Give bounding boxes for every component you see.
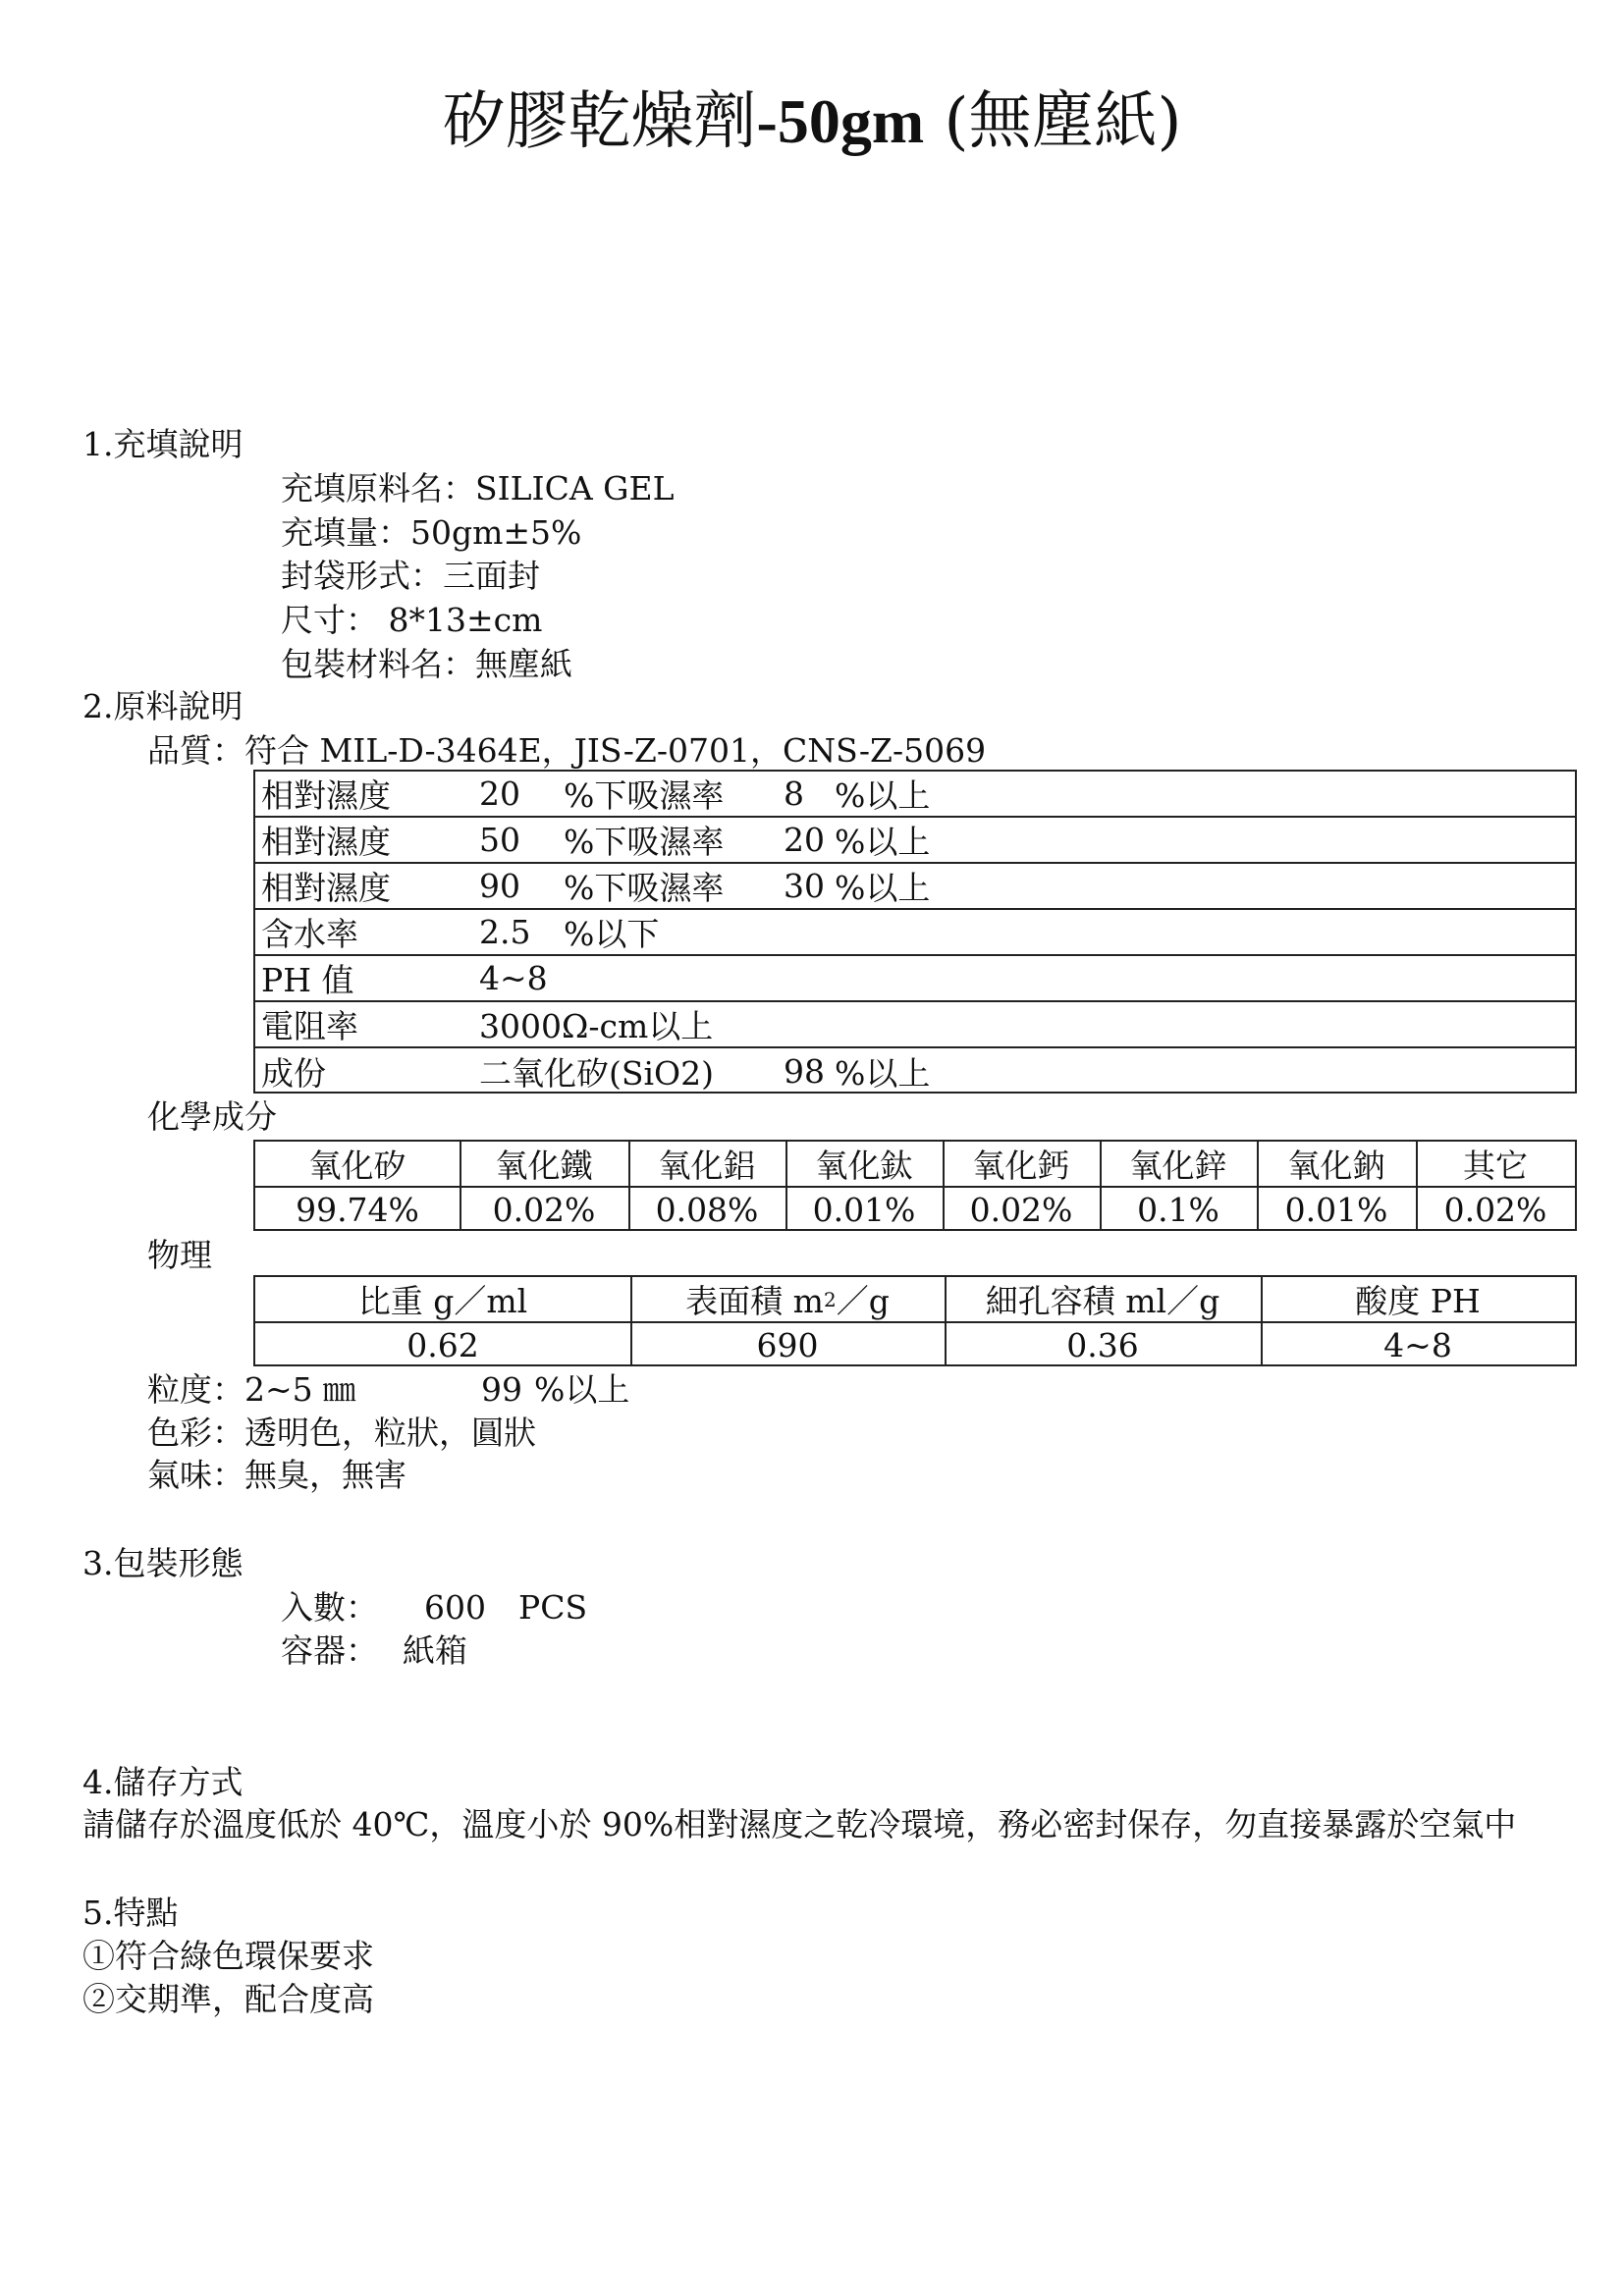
phys-value: 0.36 [1066, 1325, 1139, 1364]
spec-value-4: %以上 [835, 776, 931, 815]
spec-label: 成份 [261, 1053, 326, 1093]
section-2-heading: 2.原料說明 [82, 687, 244, 725]
spec-row [255, 954, 1575, 1000]
odor-line: 氣味：無臭，無害 [147, 1456, 406, 1494]
spec-value-3: 20 [784, 821, 825, 859]
phys-value-row [255, 1321, 1575, 1366]
chem-value: 0.01% [1284, 1190, 1388, 1229]
granularity-line: 粒度：2~5 ㎜ [147, 1370, 356, 1409]
phys-header: 表面積 m 2 ／g [630, 1277, 945, 1321]
spec-row [255, 1046, 1575, 1094]
page-title [0, 85, 1624, 158]
chem-value: 0.02% [492, 1190, 596, 1229]
chem-value: 0.01% [812, 1190, 916, 1229]
title-cn: 矽膠乾燥劑 [442, 85, 757, 158]
spec-value-3: 30 [784, 867, 825, 905]
title-en: -50gm [756, 86, 925, 156]
phys-header-row [255, 1277, 1575, 1321]
spec-label: 相對濕度 [261, 823, 391, 861]
section-5-heading: 5.特點 [82, 1894, 179, 1932]
phys-header-tail: ／g [836, 1282, 890, 1320]
spec-value-4: %以上 [835, 823, 931, 861]
chem-header: 氧化矽 [308, 1147, 406, 1185]
spec-row [255, 1000, 1575, 1046]
phys-label: 物理 [147, 1236, 212, 1274]
spec-row [255, 772, 1575, 816]
chem-value: 0.02% [969, 1190, 1073, 1229]
fill-material-line: 充填原料名：SILICA GEL [281, 469, 675, 507]
spec-row [255, 908, 1575, 954]
spec-value-2: %下吸濕率 [564, 823, 725, 861]
spec-value-1: 3000Ω-cm以上 [479, 1007, 714, 1045]
chem-header: 其它 [1463, 1147, 1528, 1185]
section-1-heading: 1.充填說明 [82, 425, 244, 463]
chem-value: 0.08% [655, 1190, 759, 1229]
phys-header: 細孔容積 ml／g [985, 1282, 1220, 1320]
chem-header: 氧化鐵 [495, 1147, 593, 1185]
storage-text: 請儲存於溫度低於 40℃，溫度小於 90%相對濕度之乾冷環境，務必密封保存，勿直接暴露於空氣中 [82, 1805, 1517, 1843]
phys-header: 比重 g／ml [357, 1282, 528, 1320]
color-line: 色彩：透明色，粒狀，圓狀 [147, 1414, 536, 1452]
feature-item: ①符合綠色環保要求 [82, 1937, 374, 1975]
spec-value-3: 98 [784, 1051, 825, 1091]
quality-line: 品質：符合 MIL-D-3464E，JIS-Z-0701，CNS-Z-5069 [147, 731, 987, 770]
chem-header: 氧化鈣 [972, 1147, 1070, 1185]
spec-value-2: %以下 [564, 915, 660, 953]
container-value: 紙箱 [403, 1631, 467, 1670]
phys-value: 4~8 [1383, 1325, 1452, 1364]
feature-item: ②交期準，配合度高 [82, 1980, 374, 2018]
size-line: 尺寸： 8*13±cm [281, 601, 543, 639]
spec-value-1: 90 [479, 867, 520, 905]
spec-value-1: 50 [479, 821, 520, 859]
fill-amount-line: 充填量：50gm±5% [281, 513, 582, 552]
seal-type-line: 封袋形式：三面封 [281, 557, 540, 595]
spec-value-2: %下吸濕率 [564, 776, 725, 815]
section-4-heading: 4.儲存方式 [82, 1763, 244, 1801]
spec-label: 電阻率 [261, 1007, 358, 1045]
section-3-heading: 3.包裝形態 [82, 1544, 244, 1582]
chem-value: 99.74% [296, 1190, 419, 1229]
chem-value: 0.02% [1443, 1190, 1547, 1229]
chem-header: 氧化鋁 [658, 1147, 756, 1185]
phys-value: 0.62 [406, 1325, 479, 1364]
spec-value-1: 2.5 [479, 913, 531, 951]
chem-value: 0.1% [1137, 1190, 1219, 1229]
chem-table [253, 1140, 1577, 1231]
chem-label: 化學成分 [147, 1097, 277, 1136]
spec-value-1: 20 [479, 774, 520, 813]
title-suffix: (無塵紙) [924, 85, 1182, 158]
packing-material-line: 包裝材料名：無塵紙 [281, 645, 572, 683]
spec-row [255, 816, 1575, 862]
spec-label: 相對濕度 [261, 869, 391, 907]
spec-value-1: 二氧化矽(SiO2) [479, 1053, 714, 1093]
chem-header-row [255, 1142, 1575, 1186]
qty-label: 入數： [281, 1588, 378, 1627]
spec-table [253, 770, 1577, 1094]
chem-header: 氧化鋅 [1129, 1147, 1227, 1185]
spec-label: PH 值 [261, 961, 354, 999]
granularity-percent: 99 [481, 1370, 522, 1409]
spec-value-3: 8 [784, 774, 804, 813]
chem-header: 氧化鈦 [815, 1147, 913, 1185]
chem-value-row [255, 1186, 1575, 1231]
phys-table [253, 1275, 1577, 1366]
phys-header-text: 表面積 m [685, 1282, 824, 1320]
qty-value: 600 [424, 1588, 486, 1627]
spec-label: 含水率 [261, 915, 358, 953]
phys-header: 酸度 PH [1355, 1282, 1481, 1320]
spec-value-1: 4~8 [479, 959, 548, 997]
spec-value-4: %以上 [835, 869, 931, 907]
chem-header: 氧化鈉 [1287, 1147, 1385, 1185]
qty-unit: PCS [518, 1588, 588, 1627]
phys-value: 690 [756, 1325, 819, 1364]
spec-value-2: %下吸濕率 [564, 869, 725, 907]
spec-label: 相對濕度 [261, 776, 391, 815]
granularity-unit: %以上 [534, 1370, 630, 1409]
container-label: 容器： [281, 1631, 378, 1670]
spec-row [255, 862, 1575, 908]
spec-value-4: %以上 [835, 1053, 931, 1093]
